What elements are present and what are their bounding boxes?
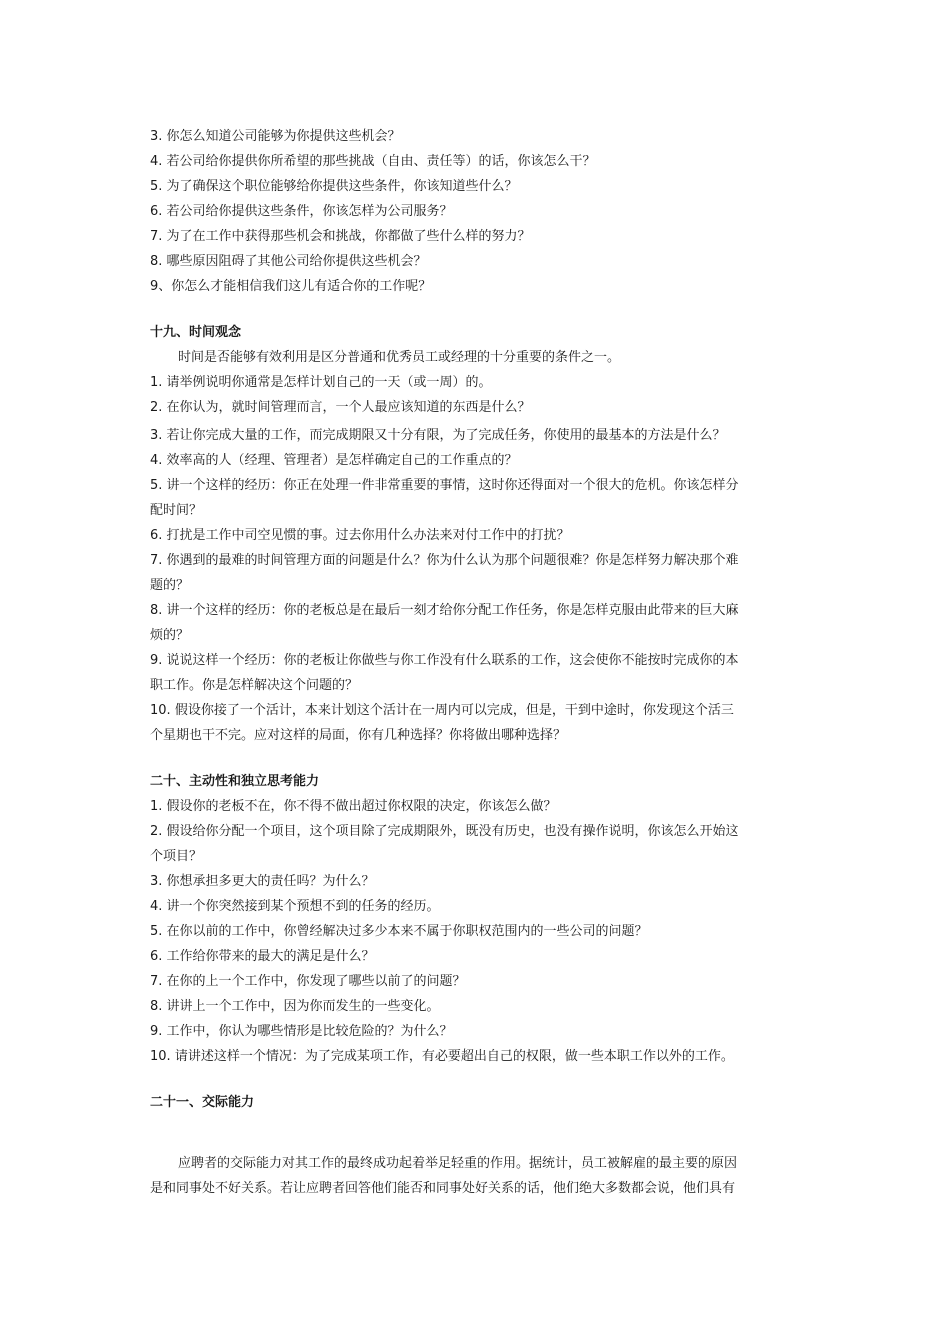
list-item: 8. 哪些原因阻碍了其他公司给你提供这些机会？ <box>150 254 427 269</box>
list-item: 1. 请举例说明你通常是怎样计划自己的一天（或一周）的。 <box>150 375 492 390</box>
spacer <box>150 299 810 320</box>
list-item: 5. 讲一个这样的经历：你正在处理一件非常重要的事情，这时你还得面对一个很大的危机。你该怎样分 <box>150 478 739 493</box>
list-item: 6. 若公司给你提供这些条件，你该怎样为公司服务？ <box>150 204 453 219</box>
list-item-continuation: 个星期也干不完。应对这样的局面，你有几种选择？你将做出哪种选择？ <box>150 728 567 743</box>
list-item: 7. 在你的上一个工作中，你发现了哪些以前了的问题？ <box>150 974 466 989</box>
document-page <box>150 124 810 1201</box>
list-item-continuation: 烦的？ <box>150 628 190 643</box>
list-item: 3. 你怎么知道公司能够为你提供这些机会？ <box>150 129 401 144</box>
spacer <box>150 1115 810 1151</box>
list-item: 6. 打扰是工作中司空见惯的事。过去你用什么办法来对付工作中的打扰？ <box>150 528 570 543</box>
section-intro: 时间是否能够有效利用是区分普通和优秀员工或经理的十分重要的条件之一。 <box>178 350 621 365</box>
section-heading: 二十、主动性和独立思考能力 <box>150 774 320 789</box>
section-18-list <box>150 124 810 299</box>
list-item: 10. 假设你接了一个活计，本来计划这个活计在一周内可以完成，但是，干到中途时，你发现这个活三 <box>150 703 734 718</box>
list-item: 4. 若公司给你提供你所希望的那些挑战（自由、责任等）的话，你该怎么干？ <box>150 154 596 169</box>
list-item: 5. 在你以前的工作中，你曾经解决过多少本来不属于你职权范围内的一些公司的问题？ <box>150 924 648 939</box>
list-item-continuation: 个项目？ <box>150 849 203 864</box>
list-item: 4. 讲一个你突然接到某个预想不到的任务的经历。 <box>150 899 440 914</box>
list-item: 8. 讲一个这样的经历：你的老板总是在最后一刻才给你分配工作任务，你是怎样克服由此带来的巨大麻 <box>150 603 739 618</box>
spacer <box>150 748 810 769</box>
list-item: 9. 说说这样一个经历：你的老板让你做些与你工作没有什么联系的工作，这会使你不能按时完成你的本 <box>150 653 739 668</box>
list-item: 3. 若让你完成大量的工作，而完成期限又十分有限，为了完成任务，你使用的最基本的方法是什么？ <box>150 428 726 443</box>
paragraph-line: 是和同事处不好关系。若让应聘者回答他们能否和同事处好关系的话，他们绝大多数都会说，他们具有 <box>150 1181 736 1196</box>
section-heading: 十九、时间观念 <box>150 325 242 340</box>
list-item: 2. 在你认为，就时间管理而言，一个人最应该知道的东西是什么？ <box>150 400 531 415</box>
list-item-continuation: 配时间？ <box>150 503 203 518</box>
list-item-continuation: 题的？ <box>150 578 190 593</box>
list-item: 7. 你遇到的最难的时间管理方面的问题是什么？你为什么认为那个问题很难？你是怎样努力解决那个难 <box>150 553 739 568</box>
list-item: 10. 请讲述这样一个情况：为了完成某项工作，有必要超出自己的权限，做一些本职工作以外的工作。 <box>150 1049 734 1064</box>
section-heading: 二十一、交际能力 <box>150 1095 255 1110</box>
list-item: 6. 工作给你带来的最大的满足是什么？ <box>150 949 375 964</box>
list-item: 1. 假设你的老板不在，你不得不做出超过你权限的决定，你该怎么做？ <box>150 799 557 814</box>
list-item: 9、你怎么才能相信我们这儿有适合你的工作呢？ <box>150 279 432 294</box>
list-item: 8. 讲讲上一个工作中，因为你而发生的一些变化。 <box>150 999 440 1014</box>
list-item: 9. 工作中，你认为哪些情形是比较危险的？为什么？ <box>150 1024 453 1039</box>
paragraph-line: 应聘者的交际能力对其工作的最终成功起着举足轻重的作用。据统计，员工被解雇的最主要的原因 <box>178 1156 738 1171</box>
list-item: 2. 假设给你分配一个项目，这个项目除了完成期限外，既没有历史，也没有操作说明，你该怎么开始这 <box>150 824 739 839</box>
list-item: 5. 为了确保这个职位能够给你提供这些条件，你该知道些什么？ <box>150 179 518 194</box>
spacer <box>150 1069 810 1090</box>
list-item: 7. 为了在工作中获得那些机会和挑战，你都做了些什么样的努力？ <box>150 229 531 244</box>
list-item: 3. 你想承担多更大的责任吗？为什么？ <box>150 874 375 889</box>
list-item-continuation: 职工作。你是怎样解决这个问题的？ <box>150 678 359 693</box>
list-item: 4. 效率高的人（经理、管理者）是怎样确定自己的工作重点的？ <box>150 453 518 468</box>
